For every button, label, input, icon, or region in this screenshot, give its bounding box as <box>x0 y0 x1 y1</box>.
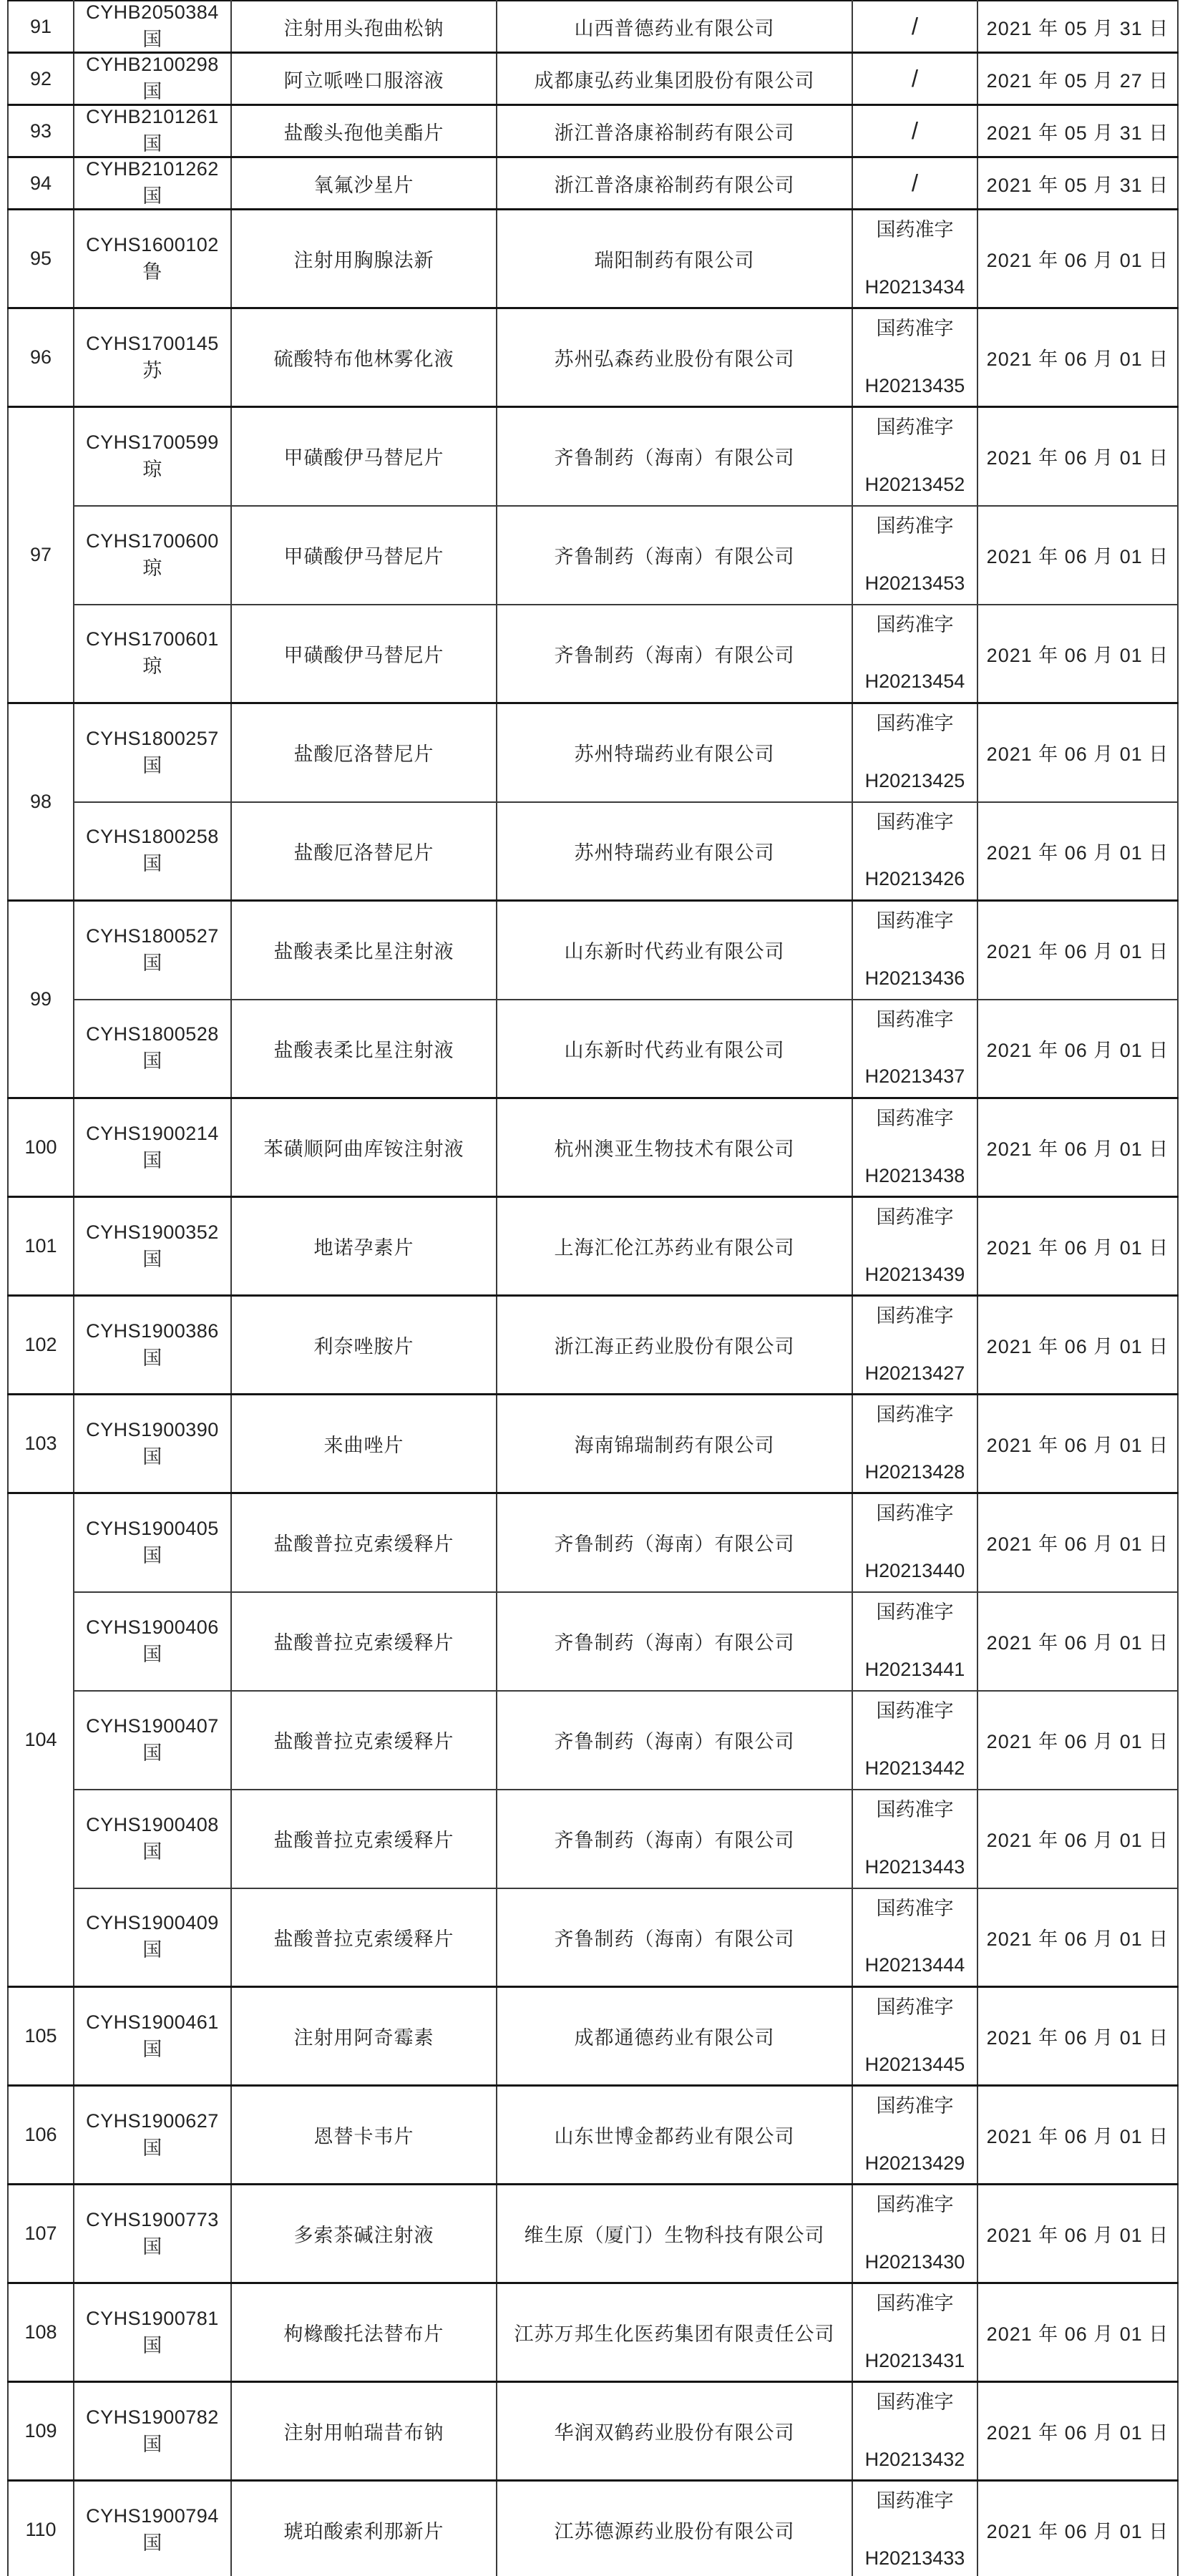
approval-number-text: H20213440 <box>864 1559 965 1581</box>
approval-number-cell <box>852 506 977 605</box>
table-row <box>8 1000 1178 1098</box>
acceptance-number-cell: CYHS1900214 国 <box>74 1098 231 1197</box>
acceptance-number-cell: CYHB2101261 国 <box>74 105 231 157</box>
company-name-cell: 齐鲁制药（海南）有限公司 <box>497 605 852 703</box>
approval-number-cell <box>852 703 977 802</box>
drug-name-cell: 硫酸特布他林雾化液 <box>231 308 497 407</box>
approval-number-text: H20213426 <box>864 868 965 890</box>
drug-name-cell: 甲磺酸伊马替尼片 <box>231 407 497 506</box>
drug-name-cell: 琥珀酸索利那新片 <box>231 2481 497 2576</box>
table-row <box>8 703 1178 802</box>
acceptance-number-cell: CYHS1900409 国 <box>74 1888 231 1987</box>
table-row <box>8 1592 1178 1691</box>
approval-number-text: H20213430 <box>864 2250 965 2273</box>
approval-number-content <box>853 168 977 197</box>
drug-name-cell: 注射用头孢曲松钠 <box>231 1 497 53</box>
company-name-cell: 齐鲁制药（海南）有限公司 <box>497 1592 852 1691</box>
table-row <box>8 308 1178 407</box>
table-row <box>8 407 1178 506</box>
company-name-cell: 江苏万邦生化医药集团有限责任公司 <box>497 2283 852 2382</box>
approval-number-content <box>853 1601 977 1682</box>
approval-prefix-text: 国药准字 <box>876 1798 954 1820</box>
approval-prefix-text: 国药准字 <box>876 2490 954 2512</box>
approval-number-content <box>853 1206 977 1287</box>
drug-name-cell: 注射用阿奇霉素 <box>231 1987 497 2086</box>
drug-name-cell: 盐酸普拉克索缓释片 <box>231 1888 497 1987</box>
approval-number-text: H20213442 <box>864 1757 965 1779</box>
approval-prefix-text: 国药准字 <box>876 1304 954 1327</box>
acceptance-number-cell: CYHS1700145 苏 <box>74 308 231 407</box>
acceptance-number-cell: CYHS1900461 国 <box>74 1987 231 2086</box>
approval-number-content <box>853 514 977 596</box>
approval-number-cell <box>852 407 977 506</box>
approval-number-text: H20213425 <box>864 769 965 791</box>
approval-date-cell: 2021 年 05 月 31 日 <box>977 105 1178 157</box>
table-row <box>8 1 1178 53</box>
table-row <box>8 157 1178 210</box>
acceptance-number-cell: CYHS1700601 琼 <box>74 605 231 703</box>
table-row <box>8 53 1178 105</box>
acceptance-number-cell: CYHS1800528 国 <box>74 1000 231 1098</box>
company-name-cell: 瑞阳制药有限公司 <box>497 210 852 308</box>
company-name-cell: 山东新时代药业有限公司 <box>497 901 852 1000</box>
row-number-cell: 110 <box>8 2481 74 2576</box>
approval-number-cell <box>852 1888 977 1987</box>
drug-approval-table <box>7 0 1179 2576</box>
company-name-cell: 齐鲁制药（海南）有限公司 <box>497 407 852 506</box>
approval-date-cell: 2021 年 06 月 01 日 <box>977 1296 1178 1395</box>
table-row <box>8 1098 1178 1197</box>
approval-number-content <box>853 11 977 41</box>
company-name-cell: 齐鲁制药（海南）有限公司 <box>497 1493 852 1592</box>
acceptance-number-cell: CYHS1900408 国 <box>74 1790 231 1888</box>
approval-number-content <box>853 1008 977 1090</box>
drug-name-cell: 注射用帕瑞昔布钠 <box>231 2382 497 2481</box>
approval-prefix-text: 国药准字 <box>876 1503 954 1524</box>
row-number-cell: 108 <box>8 2283 74 2382</box>
approval-number-text: H20213429 <box>864 2152 965 2174</box>
approval-date-cell: 2021 年 06 月 01 日 <box>977 2086 1178 2185</box>
table-row <box>8 2382 1178 2481</box>
approval-prefix-text: 国药准字 <box>876 1107 954 1129</box>
drug-name-cell: 注射用胸腺法新 <box>231 210 497 308</box>
row-number-cell: 96 <box>8 308 74 407</box>
approval-prefix-text: 国药准字 <box>876 2292 954 2314</box>
table-row <box>8 1296 1178 1395</box>
row-number-cell: 99 <box>8 901 74 1098</box>
approval-number-content <box>853 1897 977 1979</box>
table-row <box>8 1197 1178 1296</box>
approval-number-content <box>853 64 977 93</box>
company-name-cell: 浙江普洛康裕制药有限公司 <box>497 157 852 210</box>
acceptance-number-cell: CYHS1900407 国 <box>74 1691 231 1790</box>
drug-name-cell: 盐酸普拉克索缓释片 <box>231 1691 497 1790</box>
company-name-cell: 齐鲁制药（海南）有限公司 <box>497 506 852 605</box>
table-row <box>8 210 1178 308</box>
approval-number-text: H20213428 <box>864 1460 965 1483</box>
acceptance-number-cell: CYHS1900773 国 <box>74 2185 231 2283</box>
approval-date-cell: 2021 年 06 月 01 日 <box>977 1395 1178 1493</box>
approval-prefix-text: 国药准字 <box>876 2391 954 2413</box>
company-name-cell: 齐鲁制药（海南）有限公司 <box>497 1691 852 1790</box>
approval-prefix-text: 国药准字 <box>876 1699 954 1722</box>
row-number-cell: 94 <box>8 157 74 210</box>
approval-number-cell <box>852 1 977 53</box>
approval-number-cell <box>852 2382 977 2481</box>
approval-number-cell <box>852 2283 977 2382</box>
approval-number-content <box>853 2292 977 2373</box>
approval-number-cell <box>852 1000 977 1098</box>
approval-date-cell: 2021 年 05 月 31 日 <box>977 1 1178 53</box>
approval-date-cell: 2021 年 06 月 01 日 <box>977 802 1178 901</box>
approval-date-cell: 2021 年 06 月 01 日 <box>977 2481 1178 2576</box>
company-name-cell: 杭州澳亚生物技术有限公司 <box>497 1098 852 1197</box>
drug-name-cell: 甲磺酸伊马替尼片 <box>231 605 497 703</box>
row-number-cell: 92 <box>8 53 74 105</box>
approval-number-content <box>853 1699 977 1781</box>
acceptance-number-cell: CYHS1900794 国 <box>74 2481 231 2576</box>
drug-name-cell: 阿立哌唑口服溶液 <box>231 53 497 105</box>
approval-date-cell: 2021 年 06 月 01 日 <box>977 1691 1178 1790</box>
company-name-cell: 浙江普洛康裕制药有限公司 <box>497 105 852 157</box>
row-number-cell: 95 <box>8 210 74 308</box>
company-name-cell: 齐鲁制药（海南）有限公司 <box>497 1888 852 1987</box>
approval-number-text: H20213443 <box>864 1855 965 1878</box>
approval-number-cell <box>852 105 977 157</box>
row-number-cell: 109 <box>8 2382 74 2481</box>
approval-number-cell <box>852 802 977 901</box>
table-row <box>8 2185 1178 2283</box>
approval-slash-text: / <box>911 13 919 40</box>
approval-date-cell: 2021 年 06 月 01 日 <box>977 308 1178 407</box>
approval-number-cell <box>852 157 977 210</box>
approval-number-text: H20213444 <box>864 1954 965 1976</box>
company-name-cell: 成都通德药业有限公司 <box>497 1987 852 2086</box>
acceptance-number-cell: CYHS1900386 国 <box>74 1296 231 1395</box>
approval-number-cell <box>852 1691 977 1790</box>
acceptance-number-cell: CYHS1600102 鲁 <box>74 210 231 308</box>
drug-name-cell: 地诺孕素片 <box>231 1197 497 1296</box>
drug-name-cell: 盐酸表柔比星注射液 <box>231 1000 497 1098</box>
approval-number-text: H20213445 <box>864 2053 965 2075</box>
approval-number-content <box>853 2094 977 2176</box>
company-name-cell: 成都康弘药业集团股份有限公司 <box>497 53 852 105</box>
drug-approval-table-body <box>8 1 1178 2576</box>
table-row <box>8 1987 1178 2086</box>
approval-number-content <box>853 1107 977 1189</box>
approval-number-text: H20213454 <box>864 670 965 693</box>
row-number-cell: 102 <box>8 1296 74 1395</box>
row-number-cell: 104 <box>8 1493 74 1987</box>
approval-number-text: H20213453 <box>864 572 965 594</box>
approval-slash-text: / <box>911 117 919 145</box>
acceptance-number-cell: CYHS1800527 国 <box>74 901 231 1000</box>
approval-date-cell: 2021 年 06 月 01 日 <box>977 1592 1178 1691</box>
drug-name-cell: 盐酸普拉克索缓释片 <box>231 1790 497 1888</box>
approval-prefix-text: 国药准字 <box>876 218 954 240</box>
drug-name-cell: 多索茶碱注射液 <box>231 2185 497 2283</box>
approval-date-cell: 2021 年 06 月 01 日 <box>977 1888 1178 1987</box>
approval-number-content <box>853 712 977 794</box>
row-number-cell: 107 <box>8 2185 74 2283</box>
approval-date-cell: 2021 年 06 月 01 日 <box>977 605 1178 703</box>
approval-number-content <box>853 116 977 145</box>
company-name-cell: 山东新时代药业有限公司 <box>497 1000 852 1098</box>
approval-number-content <box>853 2193 977 2275</box>
acceptance-number-cell: CYHS1700600 琼 <box>74 506 231 605</box>
approval-number-content <box>853 1798 977 1880</box>
company-name-cell: 苏州特瑞药业有限公司 <box>497 802 852 901</box>
approval-date-cell: 2021 年 06 月 01 日 <box>977 1987 1178 2086</box>
approval-slash-text: / <box>911 170 919 197</box>
approval-prefix-text: 国药准字 <box>876 910 954 932</box>
approval-date-cell: 2021 年 06 月 01 日 <box>977 1098 1178 1197</box>
approval-number-text: H20213435 <box>864 374 965 396</box>
approval-number-cell <box>852 53 977 105</box>
approval-number-content <box>853 2489 977 2571</box>
acceptance-number-cell: CYHS1700599 琼 <box>74 407 231 506</box>
row-number-cell: 105 <box>8 1987 74 2086</box>
drug-name-cell: 盐酸普拉克索缓释片 <box>231 1592 497 1691</box>
row-number-cell: 101 <box>8 1197 74 1296</box>
approval-number-content <box>853 613 977 695</box>
approval-number-cell <box>852 605 977 703</box>
table-row <box>8 2481 1178 2576</box>
drug-name-cell: 利奈唑胺片 <box>231 1296 497 1395</box>
company-name-cell: 齐鲁制药（海南）有限公司 <box>497 1790 852 1888</box>
approval-number-text: H20213432 <box>864 2448 965 2470</box>
approval-number-content <box>853 317 977 399</box>
approval-date-cell: 2021 年 06 月 01 日 <box>977 1790 1178 1888</box>
company-name-cell: 江苏德源药业股份有限公司 <box>497 2481 852 2576</box>
row-number-cell: 106 <box>8 2086 74 2185</box>
approval-number-content <box>853 2391 977 2472</box>
approval-slash-text: / <box>911 65 919 92</box>
company-name-cell: 苏州弘森药业股份有限公司 <box>497 308 852 407</box>
table-row <box>8 1888 1178 1987</box>
approval-number-cell <box>852 1395 977 1493</box>
table-row <box>8 802 1178 901</box>
approval-date-cell: 2021 年 06 月 01 日 <box>977 703 1178 802</box>
company-name-cell: 维生原（厦门）生物科技有限公司 <box>497 2185 852 2283</box>
approval-number-cell <box>852 2086 977 2185</box>
company-name-cell: 上海汇伦江苏药业有限公司 <box>497 1197 852 1296</box>
row-number-cell: 98 <box>8 703 74 901</box>
drug-name-cell: 来曲唑片 <box>231 1395 497 1493</box>
approval-date-cell: 2021 年 05 月 31 日 <box>977 157 1178 210</box>
company-name-cell: 苏州特瑞药业有限公司 <box>497 703 852 802</box>
approval-number-cell <box>852 901 977 1000</box>
approval-date-cell: 2021 年 06 月 01 日 <box>977 210 1178 308</box>
acceptance-number-cell: CYHS1900390 国 <box>74 1395 231 1493</box>
approval-number-cell <box>852 1790 977 1888</box>
acceptance-number-cell: CYHS1900781 国 <box>74 2283 231 2382</box>
approval-number-text: H20213452 <box>864 473 965 495</box>
approval-number-text: H20213439 <box>864 1263 965 1285</box>
drug-name-cell: 盐酸厄洛替尼片 <box>231 703 497 802</box>
acceptance-number-cell: CYHS1900406 国 <box>74 1592 231 1691</box>
approval-number-content <box>853 218 977 300</box>
approval-date-cell: 2021 年 05 月 27 日 <box>977 53 1178 105</box>
approval-number-text: H20213427 <box>864 1362 965 1384</box>
approval-number-content <box>853 1996 977 2077</box>
approval-prefix-text: 国药准字 <box>876 2094 954 2117</box>
approval-date-cell: 2021 年 06 月 01 日 <box>977 1000 1178 1098</box>
approval-prefix-text: 国药准字 <box>876 514 954 537</box>
table-row <box>8 1395 1178 1493</box>
row-number-cell: 93 <box>8 105 74 157</box>
approval-number-content <box>853 811 977 892</box>
acceptance-number-cell: CYHS1800258 国 <box>74 802 231 901</box>
approval-prefix-text: 国药准字 <box>876 1897 954 1919</box>
drug-name-cell: 枸橼酸托法替布片 <box>231 2283 497 2382</box>
approval-date-cell: 2021 年 06 月 01 日 <box>977 506 1178 605</box>
company-name-cell: 山西普德药业有限公司 <box>497 1 852 53</box>
drug-name-cell: 盐酸头孢他美酯片 <box>231 105 497 157</box>
row-number-cell: 100 <box>8 1098 74 1197</box>
drug-name-cell: 恩替卡韦片 <box>231 2086 497 2185</box>
approval-number-text: H20213441 <box>864 1658 965 1680</box>
table-row <box>8 605 1178 703</box>
table-row <box>8 1691 1178 1790</box>
approval-number-content <box>853 1403 977 1485</box>
drug-name-cell: 甲磺酸伊马替尼片 <box>231 506 497 605</box>
approval-number-text: H20213436 <box>864 967 965 989</box>
acceptance-number-cell: CYHB2101262 国 <box>74 157 231 210</box>
table-row <box>8 1790 1178 1888</box>
approval-number-cell <box>852 1197 977 1296</box>
approval-date-cell: 2021 年 06 月 01 日 <box>977 407 1178 506</box>
company-name-cell: 山东世博金都药业有限公司 <box>497 2086 852 2185</box>
approval-number-text: H20213438 <box>864 1164 965 1186</box>
acceptance-number-cell: CYHS1900352 国 <box>74 1197 231 1296</box>
approval-number-cell <box>852 1098 977 1197</box>
approval-date-cell: 2021 年 06 月 01 日 <box>977 1197 1178 1296</box>
approval-number-cell <box>852 1987 977 2086</box>
drug-name-cell: 盐酸普拉克索缓释片 <box>231 1493 497 1592</box>
drug-name-cell: 氧氟沙星片 <box>231 157 497 210</box>
approval-number-cell <box>852 308 977 407</box>
drug-name-cell: 盐酸厄洛替尼片 <box>231 802 497 901</box>
company-name-cell: 海南锦瑞制药有限公司 <box>497 1395 852 1493</box>
approval-number-content <box>853 416 977 497</box>
approval-date-cell: 2021 年 06 月 01 日 <box>977 2382 1178 2481</box>
approval-prefix-text: 国药准字 <box>876 1996 954 2018</box>
approval-number-cell <box>852 1592 977 1691</box>
approval-number-text: H20213437 <box>864 1065 965 1088</box>
approval-number-content <box>853 909 977 991</box>
approval-number-cell <box>852 1296 977 1395</box>
company-name-cell: 华润双鹤药业股份有限公司 <box>497 2382 852 2481</box>
approval-prefix-text: 国药准字 <box>876 1601 954 1623</box>
approval-number-text: H20213434 <box>864 275 965 298</box>
approval-number-content <box>853 1304 977 1386</box>
table-row <box>8 2283 1178 2382</box>
approval-date-cell: 2021 年 06 月 01 日 <box>977 1493 1178 1592</box>
approval-number-text: H20213431 <box>864 2349 965 2371</box>
company-name-cell: 浙江海正药业股份有限公司 <box>497 1296 852 1395</box>
approval-number-text: H20213433 <box>864 2547 965 2569</box>
acceptance-number-cell: CYHS1900405 国 <box>74 1493 231 1592</box>
acceptance-number-cell: CYHS1800257 国 <box>74 703 231 802</box>
row-number-cell: 97 <box>8 407 74 703</box>
acceptance-number-cell: CYHB2050384 国 <box>74 1 231 53</box>
approval-number-cell <box>852 2481 977 2576</box>
table-row <box>8 901 1178 1000</box>
approval-prefix-text: 国药准字 <box>876 1008 954 1030</box>
approval-number-cell <box>852 2185 977 2283</box>
table-row <box>8 1493 1178 1592</box>
approval-date-cell: 2021 年 06 月 01 日 <box>977 2283 1178 2382</box>
acceptance-number-cell: CYHB2100298 国 <box>74 53 231 105</box>
table-row <box>8 506 1178 605</box>
approval-date-cell: 2021 年 06 月 01 日 <box>977 901 1178 1000</box>
row-number-cell: 103 <box>8 1395 74 1493</box>
approval-prefix-text: 国药准字 <box>876 2193 954 2215</box>
drug-name-cell: 盐酸表柔比星注射液 <box>231 901 497 1000</box>
acceptance-number-cell: CYHS1900627 国 <box>74 2086 231 2185</box>
approval-prefix-text: 国药准字 <box>876 811 954 833</box>
approval-prefix-text: 国药准字 <box>876 613 954 635</box>
table-row <box>8 105 1178 157</box>
approval-prefix-text: 国药准字 <box>876 416 954 438</box>
row-number-cell: 91 <box>8 1 74 53</box>
approval-number-cell <box>852 1493 977 1592</box>
drug-name-cell: 苯磺顺阿曲库铵注射液 <box>231 1098 497 1197</box>
approval-prefix-text: 国药准字 <box>876 1206 954 1228</box>
approval-date-cell: 2021 年 06 月 01 日 <box>977 2185 1178 2283</box>
acceptance-number-cell: CYHS1900782 国 <box>74 2382 231 2481</box>
table-row <box>8 2086 1178 2185</box>
approval-prefix-text: 国药准字 <box>876 713 954 734</box>
approval-prefix-text: 国药准字 <box>876 1403 954 1425</box>
approval-number-cell <box>852 210 977 308</box>
approval-prefix-text: 国药准字 <box>876 317 954 339</box>
approval-number-content <box>853 1502 977 1584</box>
